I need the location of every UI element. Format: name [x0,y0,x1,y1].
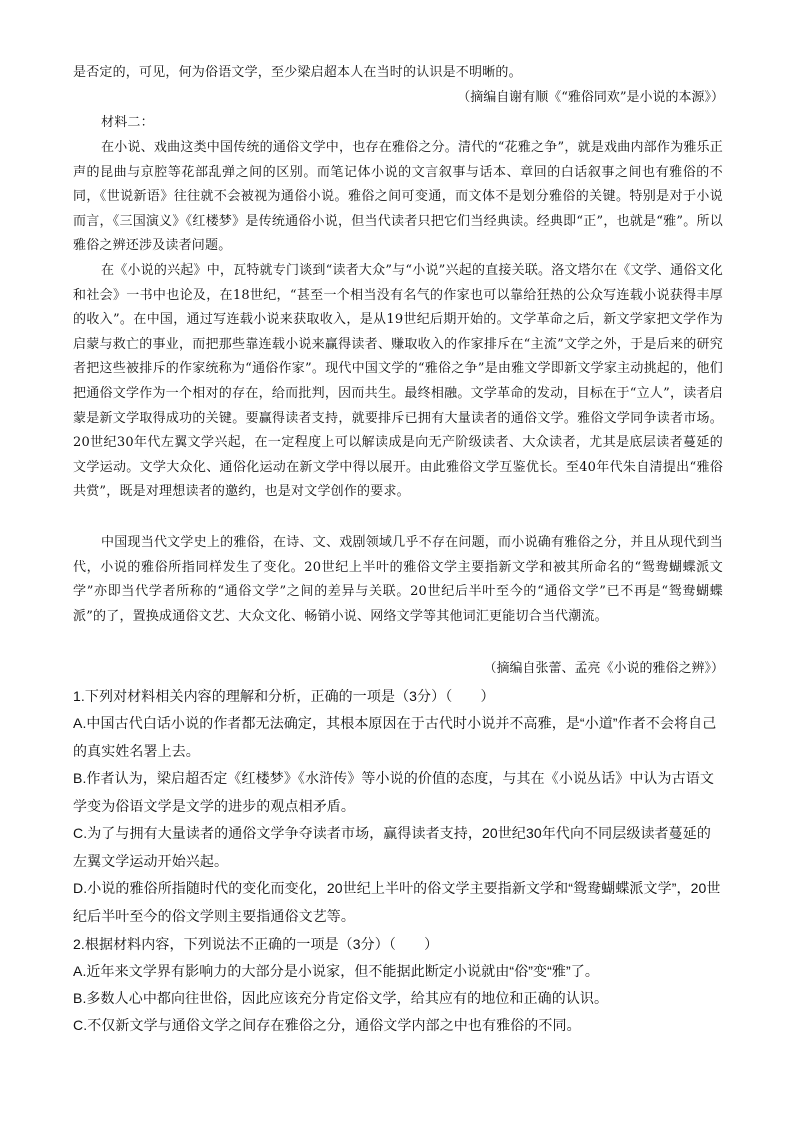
question-1-option-a: A.中国古代白话小说的作者都无法确定，其根本原因在于古代时小说并不高雅，是“小道”作者不会将自己的真实姓名署上去。 [73,715,717,759]
question-2-option-c: C.不仅新文学与通俗文学之间存在雅俗之分，通俗文学内部之中也有雅俗的不同。 [73,1017,581,1033]
material1-source: （摘编自谢有顺《“雅俗同欢”是小说的本源》） [457,90,724,105]
material1-tail: 是否定的，可见，何为俗语文学，至少梁启超本人在当时的认识是不明晰的。 [73,65,522,80]
material2-paragraph-3: 中国现当代文学史上的雅俗，在诗、文、戏剧领域几乎不存在问题，而小说确有雅俗之分，并且从现代到当代，小说的雅俗所指同样发生了变化。20世纪上半叶的雅俗文学主要指新文学和被其所命名的“鸳鸯蝴蝶派文学”亦即当代学者所称的“通俗文学”之间的差异与关联。20世纪后半叶至今的“通俗文学”已不再是“鸳鸯蝴蝶派”的了，置换成通俗文艺、大众文化、畅销小说、网络文学等其他词汇更能切合当代潮流。 [73,535,723,624]
question-1-stem: 1.下列对材料相关内容的理解和分析，正确的一项是（3分）（ ） [73,688,495,704]
material2-label: 材料二： [101,115,154,130]
question-1-option-b: B.作者认为，梁启超否定《红楼梦》《水浒传》等小说的价值的态度，与其在《小说丛话》中认为古语文学变为俗语文学是文学的进步的观点相矛盾。 [73,770,714,814]
question-1-option-d: D.小说的雅俗所指随时代的变化而变化，20世纪上半叶的俗文学主要指新文学和“鸳鸯蝴蝶派文学”，20世纪后半叶至今的俗文学则主要指通俗文艺等。 [73,880,721,924]
material2-paragraph-1: 在小说、戏曲这类中国传统的通俗文学中，也存在雅俗之分。清代的“花雅之争”，就是戏曲内部作为雅乐正声的昆曲与京腔等花部乱弹之间的区别。而笔记体小说的文言叙事与话本、章回的白话叙事之间也有雅俗的不同，《世说新语》往往就不会被视为通俗小说。雅俗之间可变通，而文体不是划分雅俗的关键。特别是对于小说而言，《三国演义》《红楼梦》是传统通俗小说，但当代读者只把它们当经典读。经典即“正”，也就是“雅”。所以雅俗之辨还涉及读者问题。 [73,140,723,254]
question-2-option-a: A.近年来文学界有影响力的大部分是小说家，但不能据此断定小说就由“俗”变“雅”了。 [73,963,599,979]
question-1-option-c: C.为了与拥有大量读者的通俗文学争夺读者市场，赢得读者支持，20世纪30年代向不同层级读者蔓延的左翼文学运动开始兴起。 [73,825,711,869]
question-2-option-b: B.多数人心中都向往世俗，因此应该充分肯定俗文学，给其应有的地位和正确的认识。 [73,990,609,1006]
question-2-stem: 2.根据材料内容，下列说法不正确的一项是（3分）（ ） [73,936,439,952]
material2-paragraph-2: 在《小说的兴起》中，瓦特就专门谈到“读者大众”与“小说”兴起的直接关联。洛文塔尔在《文学、通俗文化和社会》一书中也论及，在18世纪，“甚至一个相当没有名气的作家也可以靠给狂热的公众写连载小说获得丰厚的收入”。在中国，通过写连载小说来获取收入，是从19世纪后期开始的。文学革命之后，新文学家把文学作为启蒙与救亡的事业，而把那些靠连载小说来赢得读者、赚取收入的作家排斥在“主流”文学之外，于是后来的研究者把这些被排斥的作家统称为“通俗作家”。现代中国文学的“雅俗之争”是由雅文学即新文学家主动挑起的，他们把通俗文学作为一个相对的存在，给而批判，因而共生。最终相融。文学革命的发动，目标在于“立人”，读者启蒙是新文学取得成功的关键。要赢得读者支持，就要排斥已拥有大量读者的通俗文学。雅俗文学同争读者市场。20世纪30年代左翼文学兴起，在一定程度上可以解读成是向无产阶级读者、大众读者，尤其是底层读者蔓延的文学运动。文学大众化、通俗化运动在新文学中得以展开。由此雅俗文学互鉴优长。至40年代朱自清提出“雅俗共赏”，既是对理想读者的邀约，也是对文学创作的要求。 [73,263,723,500]
material2-source: （摘编自张蕾、孟亮《小说的雅俗之辨》） [483,661,724,676]
